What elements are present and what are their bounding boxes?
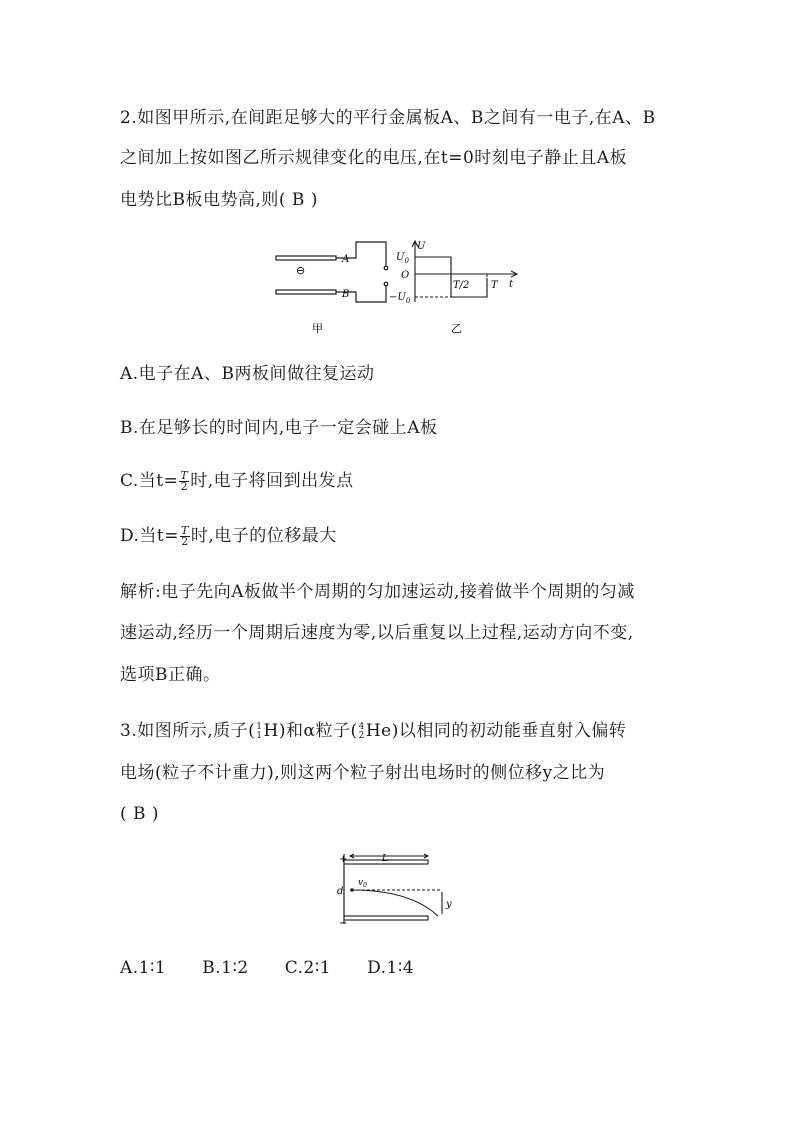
terminal-top xyxy=(384,266,388,270)
neg-u0-label: $-U_0$ xyxy=(389,292,411,305)
q3-options xyxy=(120,957,450,979)
caption-yi: 乙 xyxy=(451,322,462,335)
alpha-isotope: 4 2 xyxy=(358,721,365,741)
figure-yi xyxy=(389,236,533,340)
half-period-label: T/2 xyxy=(453,280,470,291)
u0-label: $U_0$ xyxy=(396,252,409,265)
electron-icon: ⊖ xyxy=(296,264,306,277)
length-label: L xyxy=(382,854,388,864)
q3-stem-line-3: ( B ) xyxy=(120,804,160,824)
period-label: T xyxy=(491,280,498,291)
proton-isotope: 1 1 xyxy=(256,721,263,741)
plate-b xyxy=(276,290,336,294)
figure-deflection xyxy=(330,852,452,929)
y-label: y xyxy=(446,899,452,910)
u-axis-label: U xyxy=(417,241,426,252)
terminal-bottom xyxy=(384,282,388,286)
q2-option-d: D.当t= $\frac{T}{2}$ 时,电子的位移最大 xyxy=(120,524,337,548)
q2-stem-line-2: 之间加上按如图乙所示规律变化的电压,在t=0时刻电子静止且A板 xyxy=(120,148,628,168)
q2-analysis-line-2: 速运动,经历一个周期后速度为零,以后重复以上过程,运动方向不变, xyxy=(120,623,634,643)
label-b: B xyxy=(342,289,350,300)
v0-label: $v_0$ xyxy=(358,878,367,889)
caption-jia: 甲 xyxy=(312,322,323,335)
q2-option-c: C.当t= $\frac{T}{2}$ 时,电子将回到出发点 xyxy=(120,469,354,493)
origin-label: O xyxy=(401,270,410,281)
plate-bottom xyxy=(344,916,428,920)
q2-analysis-line-3: 选项B正确。 xyxy=(120,665,221,685)
q2-option-b: B.在足够长的时间内,电子一定会碰上A板 xyxy=(120,418,438,438)
q3-option-d: D.1∶4 xyxy=(367,958,415,978)
q3-option-c: C.2∶1 xyxy=(284,958,332,978)
q3-option-b: B.1∶2 xyxy=(202,958,249,978)
q2-analysis-line-1: 解析:电子先向A板做半个周期的匀加速运动,接着做半个周期的匀减 xyxy=(120,582,635,602)
minus-sign: − xyxy=(339,918,348,929)
trajectory xyxy=(352,890,438,916)
plus-sign: + xyxy=(339,854,348,865)
q3-option-a: A.1∶1 xyxy=(120,958,167,978)
plate-a xyxy=(276,256,336,260)
fraction-t-over-2: $\frac{T}{2}$ xyxy=(181,524,189,548)
label-a: A xyxy=(342,254,350,265)
q2-stem-line-3: 电势比B板电势高,则( B ) xyxy=(120,190,318,210)
q3-stem-line-1: 3.如图所示,质子( 1 1 H)和α粒子( 4 2 He)以相同的初动能垂直射入偏转 xyxy=(120,721,627,741)
q3-stem-line-2: 电场(粒子不计重力),则这两个粒子射出电场时的侧位移y之比为 xyxy=(120,763,606,783)
figure-jia xyxy=(268,238,388,338)
gap-label: d xyxy=(337,886,344,897)
q2-stem-line-1: 2.如图甲所示,在间距足够大的平行金属板A、B之间有一电子,在A、B xyxy=(120,108,656,128)
q2-option-a: A.电子在A、B两板间做往复运动 xyxy=(120,364,375,384)
t-axis-label: t xyxy=(509,279,514,290)
voltage-positive xyxy=(415,257,451,274)
fraction-t-over-2: $\frac{T}{2}$ xyxy=(180,469,189,493)
